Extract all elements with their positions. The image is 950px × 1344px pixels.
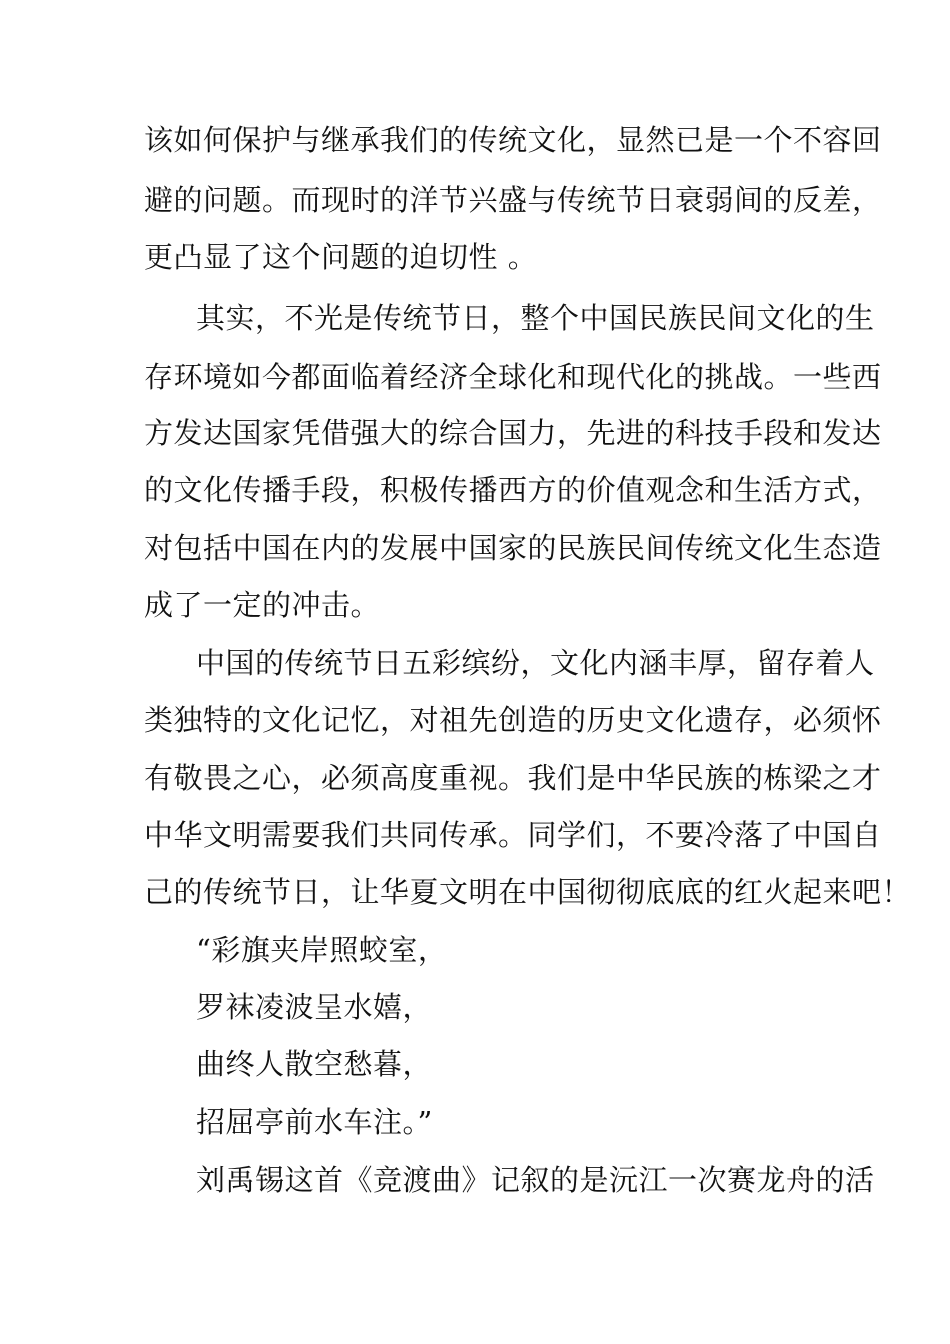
paragraph-first-line: 中国的传统节日五彩缤纷，文化内涵丰厚，留存着人 <box>196 646 875 680</box>
poem-line: 招屈亭前水车注。” <box>196 1105 433 1139</box>
text-line: 成了一定的冲击。 <box>144 588 381 622</box>
text-line: 更凸显了这个问题的迫切性 。 <box>144 240 538 274</box>
paragraph-first-line: 刘禹锡这首《竞渡曲》记叙的是沅江一次赛龙舟的活 <box>196 1163 875 1197</box>
text-line: 方发达国家凭借强大的综合国力，先进的科技手段和发达 <box>144 416 882 450</box>
text-line: 避的问题。而现时的洋节兴盛与传统节日衰弱间的反差， <box>144 183 882 217</box>
text-line: 类独特的文化记忆，对祖先创造的历史文化遗存，必须怀 <box>144 703 882 737</box>
poem-line: “彩旗夹岸照蛟室， <box>196 933 448 967</box>
poem-line: 曲终人散空愁暮， <box>196 1047 433 1081</box>
poem-line: 罗袜凌波呈水嬉， <box>196 990 433 1024</box>
text-line: 己的传统节日，让华夏文明在中国彻彻底底的红火起来吧！ <box>144 875 912 909</box>
text-line: 该如何保护与继承我们的传统文化，显然已是一个不容回 <box>144 123 882 157</box>
text-line: 对包括中国在内的发展中国家的民族民间传统文化生态造 <box>144 531 882 565</box>
text-line: 的文化传播手段，积极传播西方的价值观念和生活方式， <box>144 473 882 507</box>
text-line: 有敬畏之心，必须高度重视。我们是中华民族的栋梁之才 <box>144 761 882 795</box>
text-line: 存环境如今都面临着经济全球化和现代化的挑战。一些西 <box>144 360 882 394</box>
paragraph-first-line: 其实，不光是传统节日，整个中国民族民间文化的生 <box>196 301 875 335</box>
text-line: 中华文明需要我们共同传承。同学们，不要冷落了中国自 <box>144 818 882 852</box>
